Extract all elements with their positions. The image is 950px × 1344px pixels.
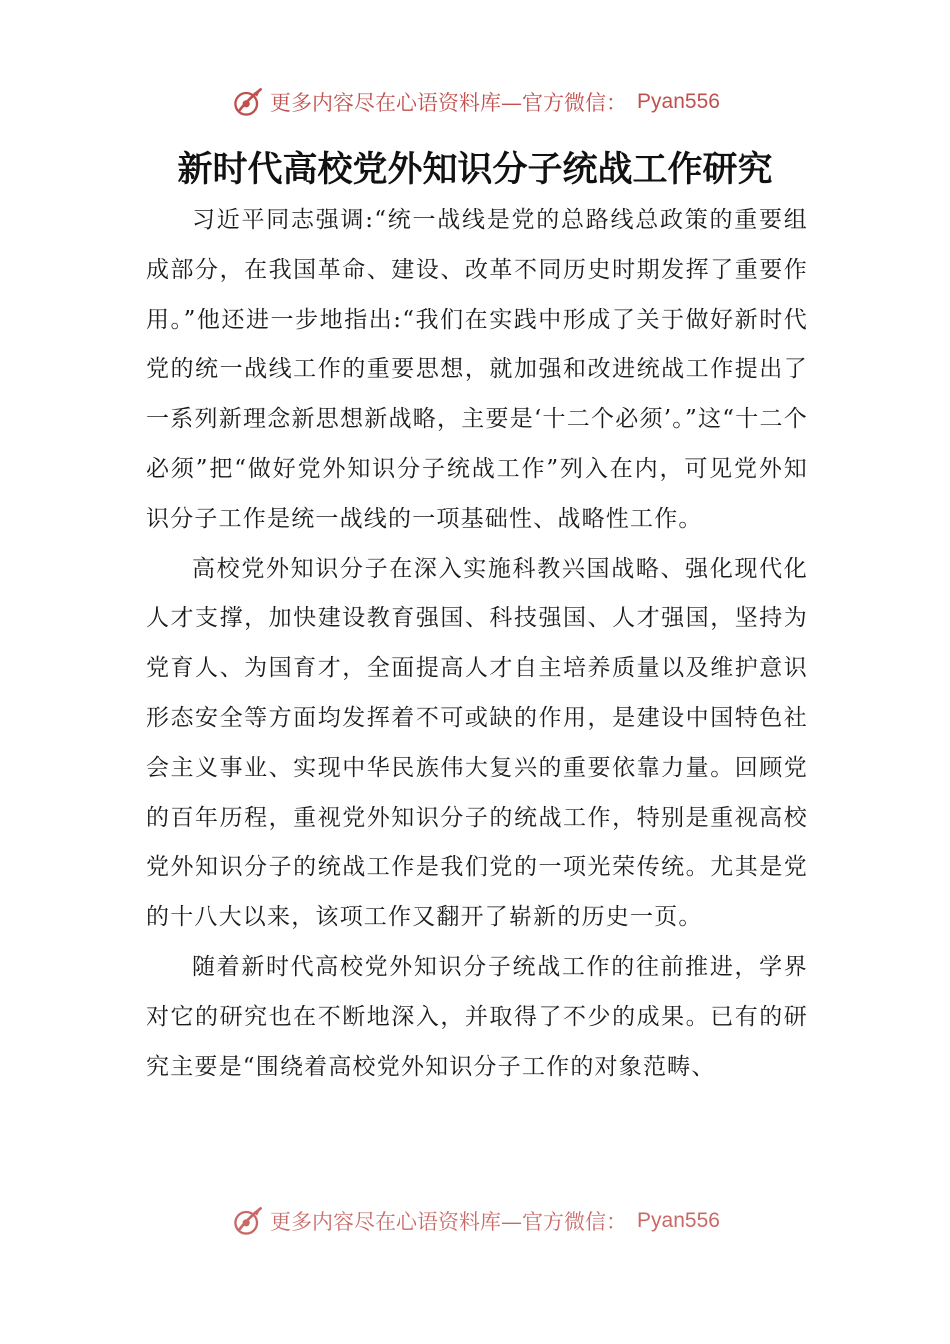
header-watermark (0, 84, 950, 124)
pen-quill-logo-icon (230, 1203, 266, 1239)
paragraph-1: 习近平同志强调:“统一战线是党的总路线总政策的重要组成部分，在我国革命、建设、改革不同历史时期发挥了重要作用。”他还进一步地指出:“我们在实践中形成了关于做好新时代党的统一战线工作的重要思想，就加强和改进统战工作提出了一系列新理念新思想新战略，主要是‘十二个必须’。”这“十二个必须”把“做好党外知识分子统战工作”列入在内，可见党外知识分子工作是统一战线的一项基础性、战略性工作。 (146, 207, 808, 532)
watermark-text: 更多内容尽在心语资料库—官方微信： (270, 91, 628, 115)
pen-quill-logo-icon (230, 84, 266, 120)
document-body (146, 196, 808, 1092)
paragraph-2: 高校党外知识分子在深入实施科教兴国战略、强化现代化人才支撑，加快建设教育强国、科技强国、人才强国，坚持为党育人、为国育才，全面提高人才自主培养质量以及维护意识形态安全等方面均发挥着不可或缺的作用，是建设中国特色社会主义事业、实现中华民族伟大复兴的重要依靠力量。回顾党的百年历程，重视党外知识分子的统战工作，特别是重视高校党外知识分子的统战工作是我们党的一项光荣传统。尤其是党的十八大以来，该项工作又翻开了崭新的历史一页。 (146, 555, 808, 931)
paragraph-3: 随着新时代高校党外知识分子统战工作的往前推进，学界对它的研究也在不断地深入，并取得了不少的成果。已有的研究主要是“围绕着高校党外知识分子工作的对象范畴、 (146, 953, 808, 1080)
footer-watermark-text: 更多内容尽在心语资料库—官方微信： (270, 1210, 628, 1234)
document-title: 新时代高校党外知识分子统战工作研究 (177, 149, 773, 190)
footer-watermark (0, 1203, 950, 1243)
wechat-id: Pyan556 (637, 90, 720, 113)
footer-wechat-id: Pyan556 (637, 1209, 720, 1232)
